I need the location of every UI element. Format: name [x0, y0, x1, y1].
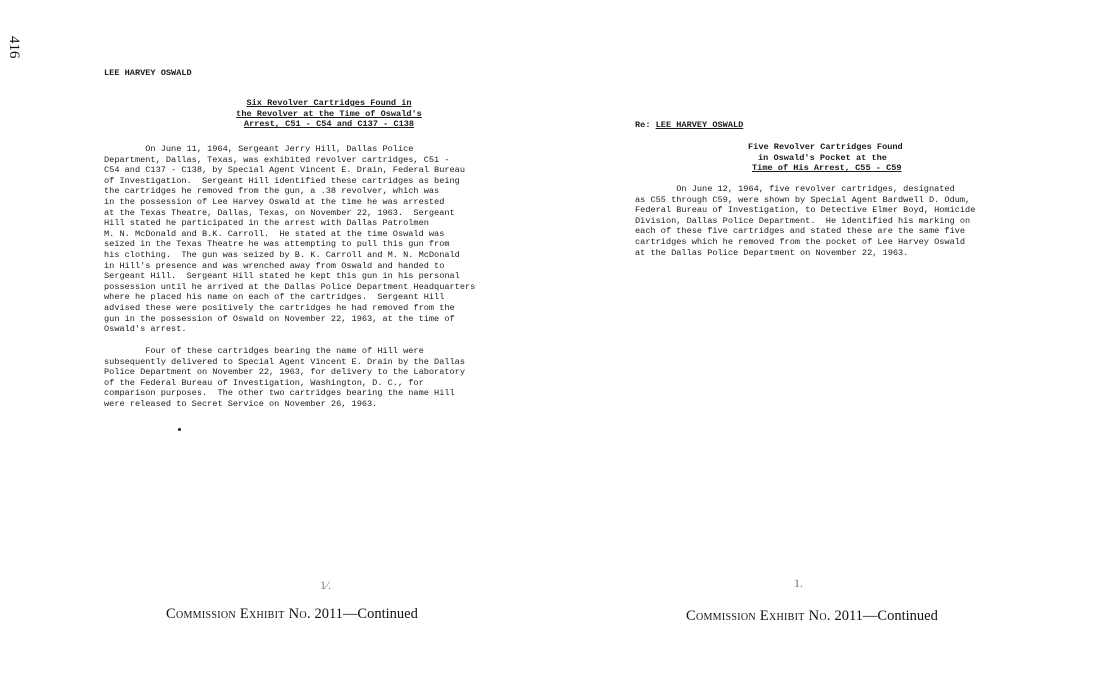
left-page-stamp: 1⁄.	[320, 578, 332, 592]
left-title-line: Arrest, C51 - C54 and C137 - C138	[243, 119, 415, 130]
left-title-line: the Revolver at the Time of Oswald's	[236, 108, 422, 119]
left-header: LEE HARVEY OSWALD	[104, 68, 192, 78]
right-title-line: in Oswald's Pocket at the	[758, 152, 887, 163]
right-title-line: Time of His Arrest, C55 - C59	[752, 163, 902, 174]
right-title-line: Five Revolver Cartridges Found	[748, 142, 903, 152]
right-title	[742, 142, 942, 174]
right-re-line	[635, 120, 743, 131]
left-caption-number: 2011—Continued	[310, 606, 418, 622]
left-title	[214, 98, 444, 130]
left-exhibit-caption	[166, 606, 418, 623]
right-exhibit-caption	[686, 608, 938, 625]
right-paragraph-1: On June 12, 1964, five revolver cartridges, designated as C55 through C59, were shown by Special Agent Bardwell D. Odum, Federal Bureau of Investigation, to Detective Elmer Boyd, Homicide Division, Dallas Police Department. He identified his marking on each of these five cartridges and stated these are the same five cartridges which he removed from the pocket of Lee Harvey Oswald at the Dallas Police Department on November 22, 1963.	[635, 184, 976, 258]
left-caption-label: Commission Exhibit No.	[166, 606, 311, 622]
left-paragraph-2: Four of these cartridges bearing the name of Hill were subsequently delivered to Special Agent Vincent E. Drain by the Dallas Police Department on November 22, 1963, for delivery to the Laboratory of the Federal Bureau of Investigation, Washington, D. C., for comparison purposes. The other two cartridges bearing the name Hill were released to Secret Service on November 26, 1963.	[104, 346, 465, 409]
right-re-name: LEE HARVEY OSWALD	[655, 120, 744, 130]
right-page-stamp: 1.	[794, 576, 803, 590]
page-number: 416	[6, 36, 22, 59]
ink-dot	[178, 428, 181, 431]
left-title-line: Six Revolver Cartridges Found in	[246, 98, 412, 108]
left-paragraph-1: On June 11, 1964, Sergeant Jerry Hill, Dallas Police Department, Dallas, Texas, was exhibited revolver cartridges, C51 - C54 and C137 - C138, by Special Agent Vincent E. Drain, Federal Bureau of Investigation. Sergeant Hill identified these cartridges as being the cartridges he removed from the gun, a .38 revolver, which was in the possession of Lee Harvey Oswald at the time he was arrested at the Texas Theatre, Dallas, Texas, on November 22, 1963. Sergeant Hill stated he participated in the arrest with Dallas Patrolmen M. N. McDonald and B.K. Carroll. He stated at the time Oswald was seized in the Texas Theatre he was attempting to pull this gun from his clothing. The gun was seized by B. K. Carroll and M. N. McDonald in Hill's presence and was wrenched away from Oswald and handed to Sergeant Hill. Sergeant Hill stated he kept this gun in his personal possession until he arrived at the Dallas Police Department Headquarters where he placed his name on each of the cartridges. Sergeant Hill advised these were positively the cartridges he had removed from the gun in the possession of Oswald on November 22, 1963, at the time of Oswald's arrest.	[104, 144, 476, 335]
right-caption-number: 2011—Continued	[830, 608, 938, 624]
right-re-label: Re:	[635, 120, 656, 130]
right-caption-label: Commission Exhibit No.	[686, 608, 831, 624]
